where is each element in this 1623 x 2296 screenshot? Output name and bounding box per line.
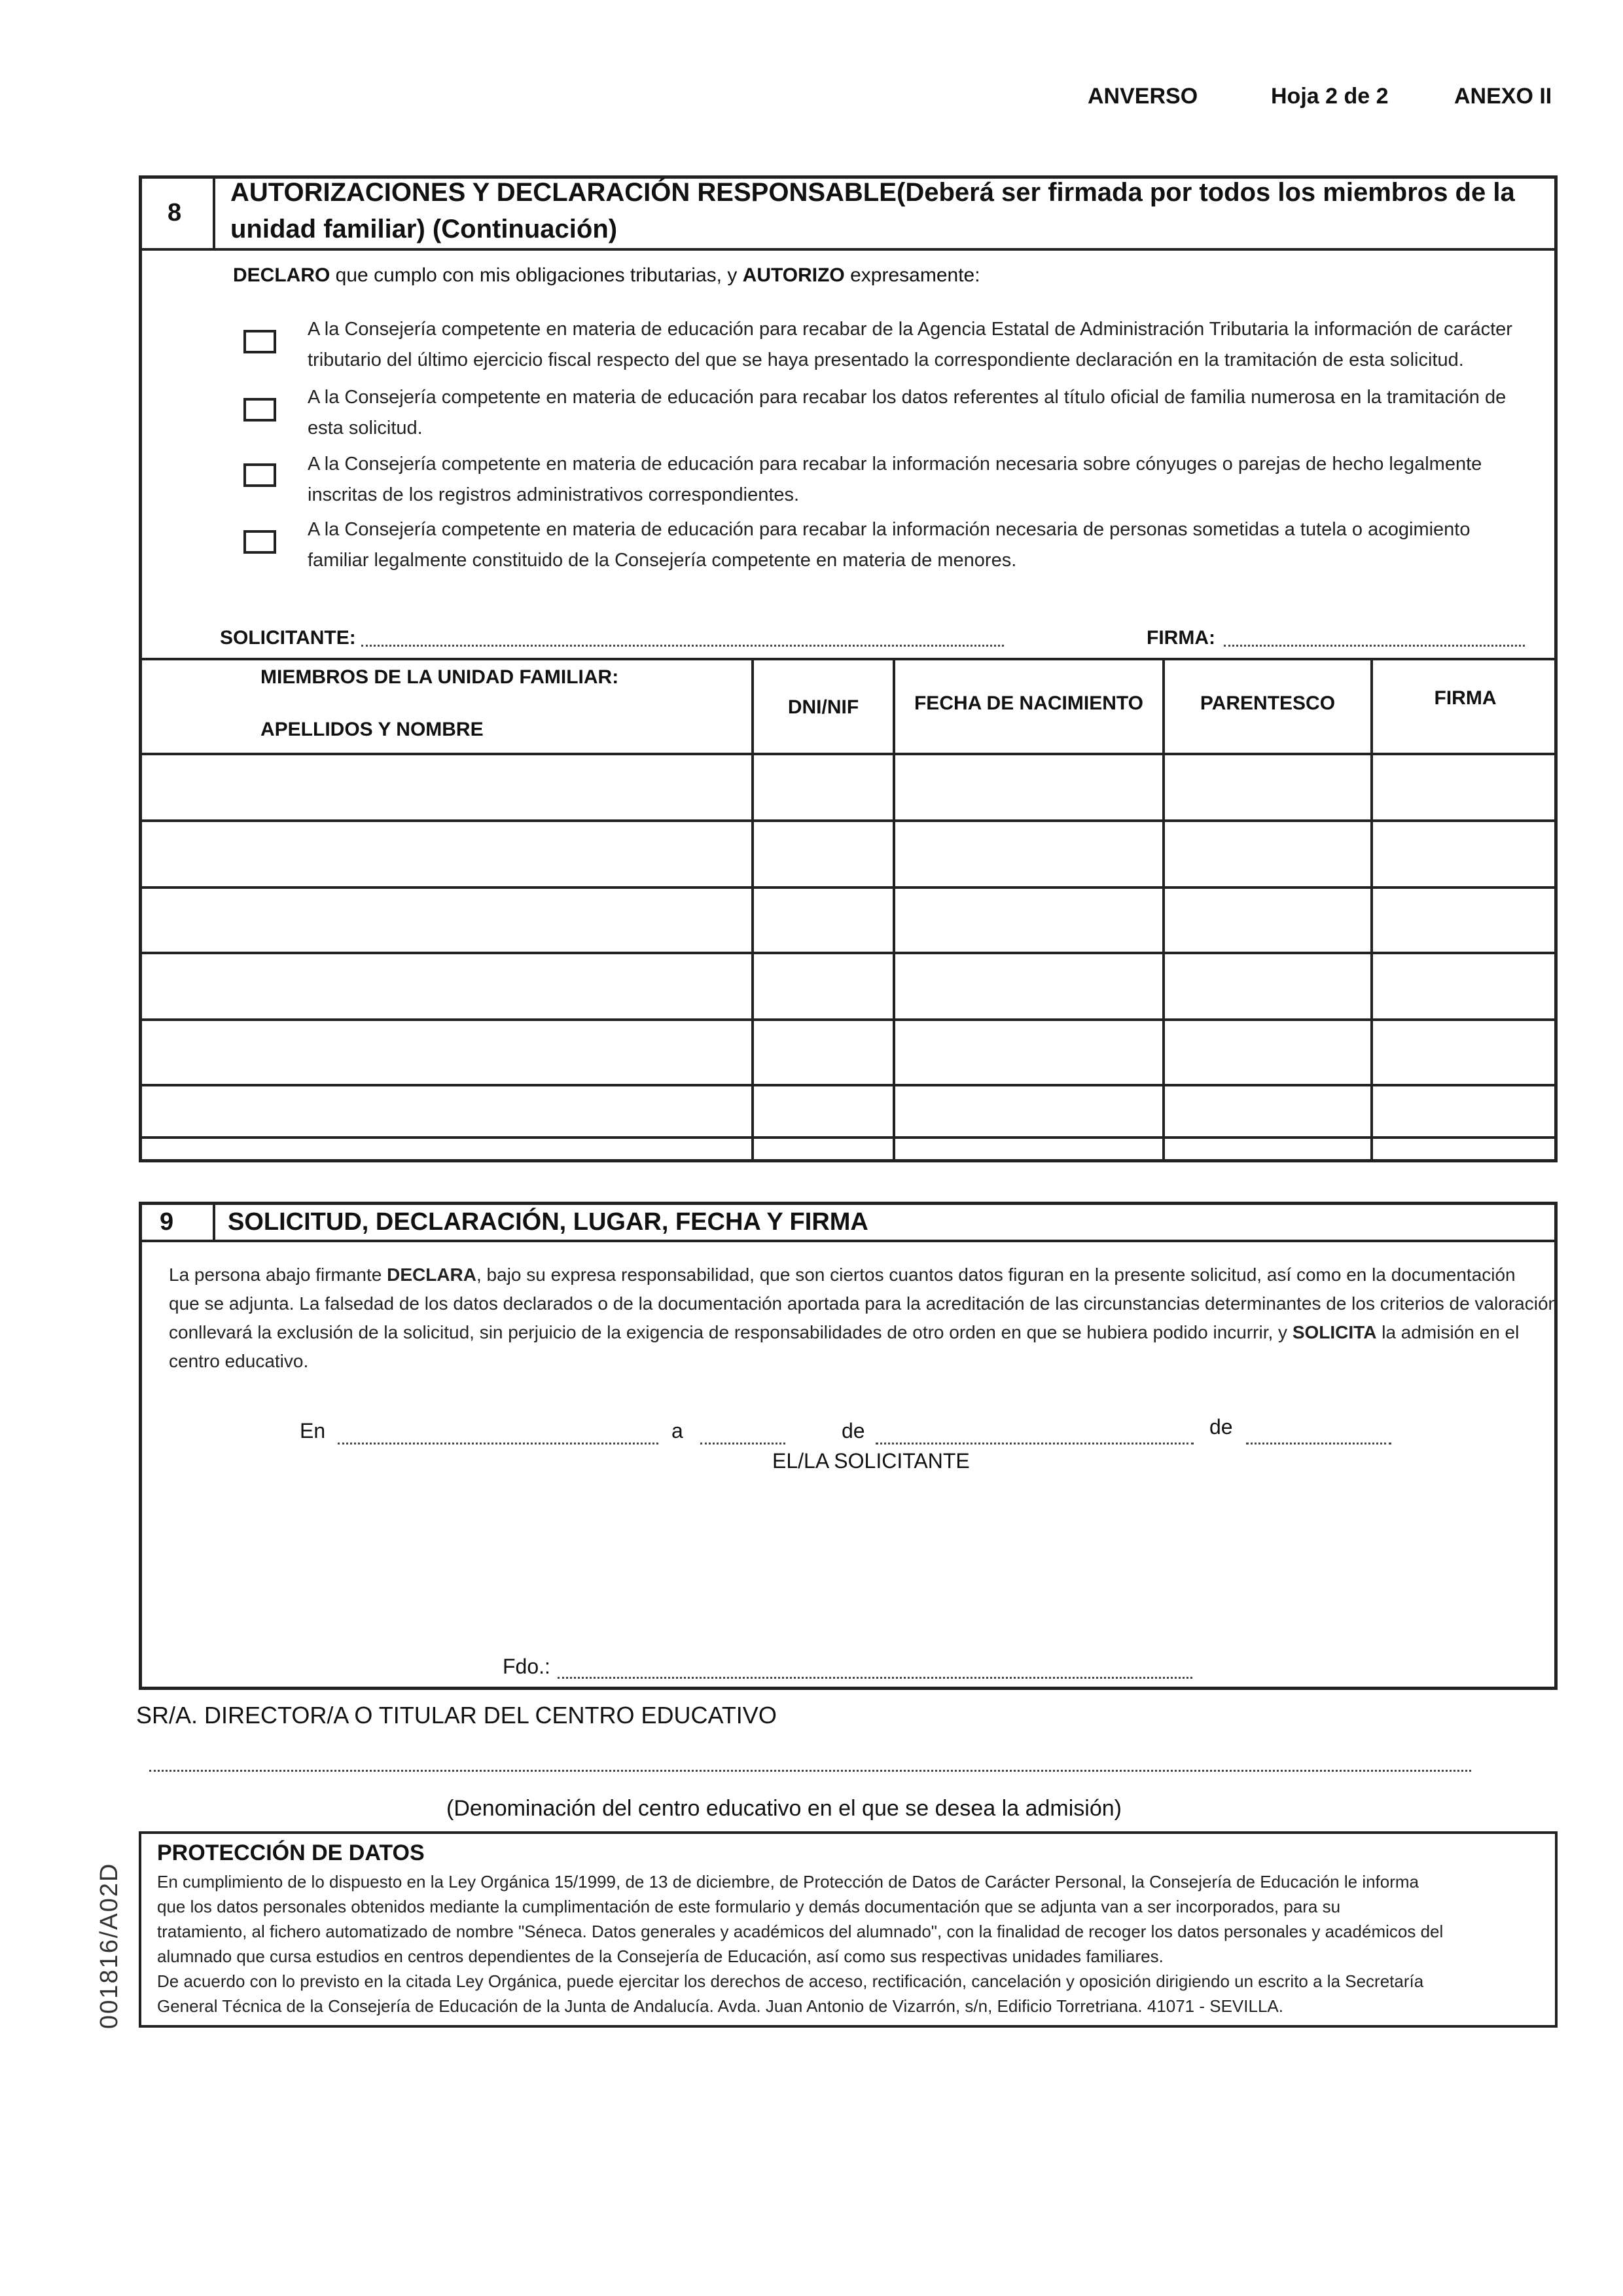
authorization-1-text: A la Consejería competente en materia de educación para recabar de la Agencia Estatal de Administración Tributaria la información de carácter tributario del último ejercicio fiscal respecto del que se haya presentado la correspondiente declaración en la tramitación de esta solicitud. bbox=[308, 319, 1512, 370]
table-header-birthdate: FECHA DE NACIMIENTO bbox=[914, 692, 1143, 714]
section-9-number: 9 bbox=[160, 1208, 174, 1236]
table-header-relationship: PARENTESCO bbox=[1200, 692, 1336, 714]
year-input[interactable] bbox=[1246, 1443, 1391, 1444]
table-col-divider bbox=[751, 658, 754, 1162]
table-row-line bbox=[139, 886, 1558, 889]
table-row-line bbox=[139, 952, 1558, 954]
solicitante-label: SOLICITANTE: bbox=[220, 627, 356, 649]
solicitante-input[interactable] bbox=[361, 645, 1004, 647]
table-header-names: APELLIDOS Y NOMBRE bbox=[260, 719, 484, 740]
school-name-input[interactable] bbox=[149, 1770, 1471, 1772]
data-protection-text: En cumplimiento de lo dispuesto en la Ley Orgánica 15/1999, de 13 de diciembre, de Protección de Datos de Carácter Personal, la Consejería de Educación le informa que los datos personales obtenidos mediante la cumplimentación de este formulario y demás documentación que se adjunta van a ser incorporados, para su tratamiento, al fichero automatizado de nombre "Séneca. Datos generales y académicos del alumnado", con la finalidad de recoger los datos personales y académicos del alumnado que cursa estudios en centros dependientes de la Consejería de Educación, así como sus respectivas unidades familiares. De acuerdo con lo previsto en la citada Ley Orgánica, puede ejercitar los derechos de acceso, rectificación, cancelación y oposición dirigiendo un escrito a la Secretaría General Técnica de la Consejería de Educación de la Junta de Andalucía. Avda. Juan Antonio de Vizarrón, s/n, Edificio Torretriana. 41071 - SEVILLA. bbox=[157, 1872, 1444, 2016]
header-side: ANVERSO bbox=[1088, 84, 1198, 109]
table-col-divider bbox=[893, 658, 895, 1162]
table-header-members: MIEMBROS DE LA UNIDAD FAMILIAR: bbox=[260, 666, 619, 688]
table-row-line bbox=[139, 1018, 1558, 1021]
section-9-declaration: La persona abajo firmante DECLARA, bajo su expresa responsabilidad, que son ciertos cuantos datos figuran en la presente solicitud, así como en la documentación que se adjunta. La falsedad de los datos declarados o de la documentación aportada para la acreditación de las circunstancias determinantes de los criterios de valoración conllevará la exclusión de la solicitud, sin perjuicio de la exigencia de responsabilidades de otro orden en que se hubiera podido incurrir, y SOLICITA la admisión en el centro educativo. bbox=[169, 1265, 1559, 1371]
table-top-line bbox=[139, 658, 1558, 660]
table-row-line bbox=[139, 819, 1558, 822]
header-sheet: Hoja 2 de 2 bbox=[1271, 84, 1389, 109]
section-9-title: SOLICITUD, DECLARACIÓN, LUGAR, FECHA Y FIRMA bbox=[228, 1208, 868, 1236]
section-8-title-note: (Deberá ser firmada por todos los miembros de la bbox=[897, 178, 1515, 207]
fdo-input[interactable] bbox=[558, 1677, 1192, 1679]
fdo-label: Fdo.: bbox=[503, 1655, 550, 1678]
declaro-middle: que cumplo con mis obligaciones tributarias, y bbox=[330, 264, 743, 286]
school-name-caption: (Denominación del centro educativo en el que se desea la admisión) bbox=[446, 1796, 1122, 1821]
authorization-2-text: A la Consejería competente en materia de educación para recabar los datos referentes al título oficial de familia numerosa en la tramitación de esta solicitud. bbox=[308, 387, 1507, 439]
declara-word: DECLARA bbox=[387, 1265, 476, 1285]
section-8-number: 8 bbox=[168, 199, 182, 226]
year-label: de bbox=[1209, 1415, 1233, 1439]
place-input[interactable] bbox=[338, 1443, 658, 1444]
section-8-number-divider bbox=[213, 175, 215, 249]
table-row-line bbox=[139, 1084, 1558, 1086]
section-9-number-divider bbox=[213, 1202, 215, 1241]
authorization-3-checkbox[interactable] bbox=[243, 463, 276, 487]
declaro-word: DECLARO bbox=[233, 264, 330, 286]
authorization-1-checkbox[interactable] bbox=[243, 330, 276, 353]
section-8-header-divider bbox=[139, 248, 1558, 251]
applicant-caption: EL/LA SOLICITANTE bbox=[772, 1449, 970, 1473]
section-8-title: AUTORIZACIONES Y DECLARACIÓN RESPONSABLE bbox=[230, 178, 897, 207]
table-header-dni: DNI/NIF bbox=[787, 696, 859, 718]
authorization-2-checkbox[interactable] bbox=[243, 398, 276, 422]
header-annex: ANEXO II bbox=[1454, 84, 1552, 109]
data-protection-title: PROTECCIÓN DE DATOS bbox=[157, 1840, 425, 1865]
firma-label: FIRMA: bbox=[1147, 627, 1215, 649]
table-header-bottom bbox=[139, 753, 1558, 755]
table-header-signature: FIRMA bbox=[1434, 687, 1497, 709]
authorization-3-text: A la Consejería competente en materia de educación para recabar la información necesaria sobre cónyuges o parejas de hecho legalmente inscritas de los registros administrativos correspondientes. bbox=[308, 454, 1482, 505]
table-col-divider bbox=[1162, 658, 1165, 1162]
declaro-end: expresamente: bbox=[844, 264, 980, 286]
declaro-statement bbox=[233, 264, 980, 287]
form-code: 001816/A02D bbox=[96, 1862, 123, 2029]
month-label: de bbox=[842, 1419, 865, 1443]
section-8-title-note-2: unidad familiar) (Continuación) bbox=[230, 215, 618, 243]
table-col-divider bbox=[1370, 658, 1373, 1162]
addressee-line: SR/A. DIRECTOR/A O TITULAR DEL CENTRO EDUCATIVO bbox=[136, 1702, 777, 1729]
month-input[interactable] bbox=[876, 1443, 1194, 1444]
solicita-word: SOLICITA bbox=[1292, 1322, 1377, 1342]
firma-input[interactable] bbox=[1224, 645, 1525, 647]
autorizo-word: AUTORIZO bbox=[742, 264, 845, 286]
day-label: a bbox=[671, 1419, 683, 1443]
table-row-line bbox=[139, 1136, 1558, 1139]
authorization-4-checkbox[interactable] bbox=[243, 530, 276, 554]
section-9-header-divider bbox=[139, 1240, 1558, 1242]
authorization-4-text: A la Consejería competente en materia de educación para recabar la información necesaria de personas sometidas a tutela o acogimiento familiar legalmente constituido de la Consejería competente en materia de menores. bbox=[308, 519, 1471, 571]
day-input[interactable] bbox=[700, 1443, 785, 1444]
place-label: En bbox=[300, 1419, 326, 1443]
